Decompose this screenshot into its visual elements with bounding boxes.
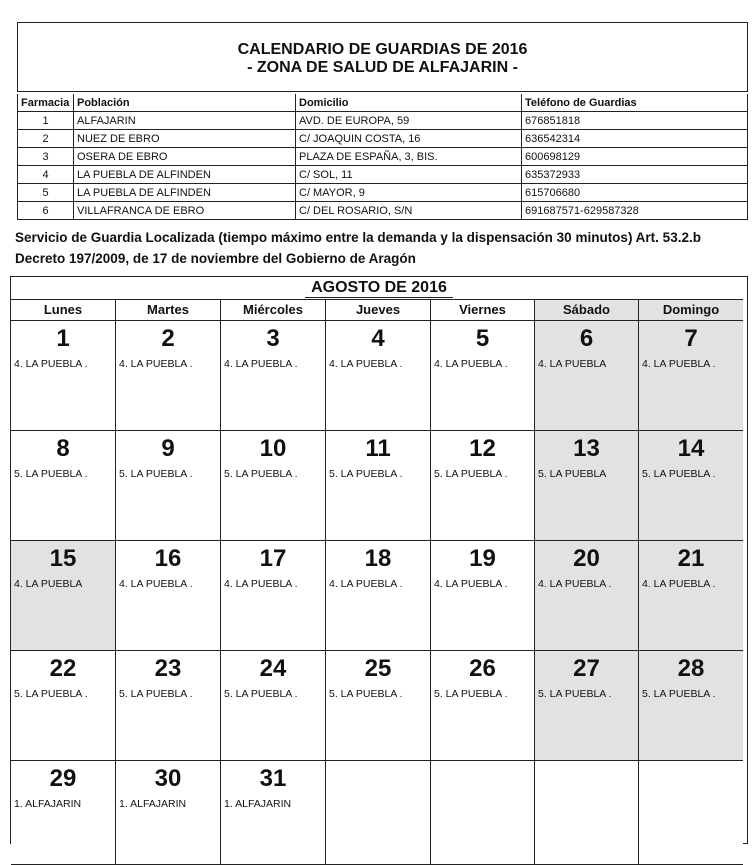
duty-pharmacy: 4. LA PUEBLA .	[329, 578, 403, 590]
duty-pharmacy: 4. LA PUEBLA .	[119, 358, 193, 370]
duty-pharmacy: 5. LA PUEBLA .	[434, 688, 508, 700]
pharmacy-address: C/ DEL ROSARIO, S/N	[296, 202, 522, 220]
duty-pharmacy: 5. LA PUEBLA .	[14, 688, 88, 700]
pharmacy-number: 1	[18, 112, 74, 130]
day-number: 12	[469, 435, 496, 462]
calendar-day-cell	[326, 541, 431, 651]
duty-pharmacy: 5. LA PUEBLA .	[119, 468, 193, 480]
day-number: 21	[677, 545, 705, 572]
calendar-empty-cell	[326, 761, 431, 865]
weekday-header: Sábado	[535, 299, 639, 321]
pharmacy-number: 2	[18, 130, 74, 148]
duty-pharmacy: 5. LA PUEBLA .	[329, 468, 403, 480]
day-number: 22	[49, 655, 77, 682]
duty-pharmacy: 5. LA PUEBLA .	[329, 688, 403, 700]
pharmacy-town: NUEZ DE EBRO	[74, 130, 296, 148]
calendar-empty-cell	[431, 761, 535, 865]
calendar-day-cell	[116, 321, 221, 431]
day-number: 17	[259, 545, 287, 572]
pharmacy-number: 3	[18, 148, 74, 166]
day-number: 14	[677, 435, 705, 462]
day-number: 18	[364, 545, 392, 572]
day-number: 8	[56, 435, 70, 462]
duty-pharmacy: 1. ALFAJARIN	[224, 798, 292, 810]
calendar-grid	[11, 299, 747, 843]
calendar-day-cell	[116, 761, 221, 865]
duty-pharmacy: 4. LA PUEBLA .	[538, 578, 612, 590]
duty-pharmacy: 4. LA PUEBLA .	[224, 578, 298, 590]
weekday-header: Miércoles	[221, 299, 326, 321]
day-number: 27	[573, 655, 600, 682]
weekday-header: Domingo	[639, 299, 743, 321]
duty-pharmacy: 4. LA PUEBLA .	[224, 358, 298, 370]
calendar-day-cell	[116, 541, 221, 651]
duty-pharmacy: 1. ALFAJARIN	[14, 798, 82, 810]
table-row	[18, 130, 748, 148]
pharmacy-number: 4	[18, 166, 74, 184]
pharmacy-phone: 600698129	[522, 148, 748, 166]
pharmacy-address: AVD. DE EUROPA, 59	[296, 112, 522, 130]
pharmacy-address: C/ JOAQUIN COSTA, 16	[296, 130, 522, 148]
calendar-day-cell	[11, 431, 116, 541]
day-number: 2	[161, 325, 175, 352]
day-number: 15	[49, 545, 77, 572]
day-number: 7	[684, 325, 698, 352]
calendar-day-cell	[639, 541, 743, 651]
duty-pharmacy: 4. LA PUEBLA .	[329, 358, 403, 370]
duty-pharmacy: 4. LA PUEBLA	[538, 358, 607, 370]
calendar-day-cell	[11, 651, 116, 761]
decree-note: Decreto 197/2009, de 17 de noviembre del Gobierno de Aragón	[15, 251, 416, 266]
day-number: 4	[371, 325, 385, 352]
page-title: CALENDARIO DE GUARDIAS DE 2016	[237, 41, 528, 58]
table-row	[18, 202, 748, 220]
day-number: 1	[56, 325, 70, 352]
table-row	[18, 166, 748, 184]
duty-pharmacy: 4. LA PUEBLA .	[642, 358, 716, 370]
pharmacy-town: OSERA DE EBRO	[74, 148, 296, 166]
calendar-day-cell	[535, 541, 639, 651]
day-number: 11	[365, 435, 391, 462]
month-label: AGOSTO DE 2016	[305, 279, 453, 298]
day-number: 3	[266, 325, 280, 352]
calendar-day-cell	[11, 321, 116, 431]
page-subtitle: - ZONA DE SALUD DE ALFAJARIN -	[247, 59, 518, 76]
pharmacy-address: C/ SOL, 11	[296, 166, 522, 184]
day-number: 16	[154, 545, 182, 572]
calendar-day-cell	[221, 321, 326, 431]
pharmacy-address: C/ MAYOR, 9	[296, 184, 522, 202]
column-header-telefono: Teléfono de Guardias	[522, 94, 748, 112]
calendar-day-cell	[326, 431, 431, 541]
table-row	[18, 112, 748, 130]
pharmacy-phone: 676851818	[522, 112, 748, 130]
day-number: 20	[573, 545, 600, 572]
duty-pharmacy: 5. LA PUEBLA .	[224, 688, 298, 700]
pharmacy-town: LA PUEBLA DE ALFINDEN	[74, 166, 296, 184]
duty-pharmacy: 4. LA PUEBLA .	[14, 358, 88, 370]
column-header-poblacion: Población	[74, 94, 296, 112]
column-header-domicilio: Domicilio	[296, 94, 522, 112]
duty-pharmacy: 5. LA PUEBLA .	[14, 468, 88, 480]
day-number: 28	[677, 655, 705, 682]
weekday-header: Martes	[116, 299, 221, 321]
calendar-day-cell	[535, 651, 639, 761]
day-number: 26	[469, 655, 496, 682]
header-box	[17, 22, 748, 92]
weekday-header: Lunes	[11, 299, 116, 321]
pharmacy-table	[17, 94, 748, 220]
day-number: 31	[259, 765, 287, 792]
duty-pharmacy: 4. LA PUEBLA	[14, 578, 83, 590]
pharmacy-number: 6	[18, 202, 74, 220]
calendar-day-cell	[535, 431, 639, 541]
duty-pharmacy: 5. LA PUEBLA .	[434, 468, 508, 480]
column-header-farmacia: Farmacia	[18, 94, 74, 112]
calendar	[10, 276, 748, 844]
pharmacy-phone: 636542314	[522, 130, 748, 148]
calendar-day-cell	[221, 541, 326, 651]
calendar-day-cell	[11, 541, 116, 651]
pharmacy-number: 5	[18, 184, 74, 202]
pharmacy-table-header	[18, 94, 748, 112]
pharmacy-phone: 635372933	[522, 166, 748, 184]
calendar-day-cell	[639, 321, 743, 431]
calendar-day-cell	[221, 761, 326, 865]
duty-pharmacy: 4. LA PUEBLA .	[642, 578, 716, 590]
day-number: 13	[573, 435, 600, 462]
pharmacy-address: PLAZA DE ESPAÑA, 3, BIS.	[296, 148, 522, 166]
calendar-day-cell	[431, 321, 535, 431]
duty-pharmacy: 4. LA PUEBLA .	[119, 578, 193, 590]
calendar-day-cell	[116, 651, 221, 761]
calendar-day-cell	[639, 431, 743, 541]
calendar-day-cell	[431, 541, 535, 651]
pharmacy-town: LA PUEBLA DE ALFINDEN	[74, 184, 296, 202]
calendar-day-cell	[221, 431, 326, 541]
table-row	[18, 148, 748, 166]
calendar-empty-cell	[639, 761, 743, 865]
duty-pharmacy: 5. LA PUEBLA .	[224, 468, 298, 480]
calendar-day-cell	[221, 651, 326, 761]
weekday-header: Viernes	[431, 299, 535, 321]
day-number: 29	[49, 765, 77, 792]
duty-pharmacy: 5. LA PUEBLA	[538, 468, 607, 480]
calendar-day-cell	[639, 651, 743, 761]
calendar-day-cell	[535, 321, 639, 431]
pharmacy-town: VILLAFRANCA DE EBRO	[74, 202, 296, 220]
day-number: 25	[364, 655, 392, 682]
day-number: 5	[475, 325, 490, 352]
duty-pharmacy: 4. LA PUEBLA .	[434, 358, 508, 370]
duty-pharmacy: 1. ALFAJARIN	[119, 798, 187, 810]
pharmacy-phone: 691687571-629587328	[522, 202, 748, 220]
calendar-day-cell	[116, 431, 221, 541]
calendar-empty-cell	[535, 761, 639, 865]
month-title	[11, 279, 747, 299]
duty-pharmacy: 5. LA PUEBLA .	[538, 688, 612, 700]
duty-pharmacy: 5. LA PUEBLA .	[119, 688, 193, 700]
day-number: 30	[154, 765, 182, 792]
duty-pharmacy: 4. LA PUEBLA .	[434, 578, 508, 590]
weekday-header: Jueves	[326, 299, 431, 321]
service-note: Servicio de Guardia Localizada (tiempo máximo entre la demanda y la dispensación 30 minutos) Art. 53.2.b	[15, 230, 701, 245]
day-number: 19	[469, 545, 496, 572]
calendar-day-cell	[11, 761, 116, 865]
calendar-day-cell	[326, 651, 431, 761]
day-number: 23	[154, 655, 182, 682]
pharmacy-town: ALFAJARIN	[74, 112, 296, 130]
duty-pharmacy: 5. LA PUEBLA .	[642, 688, 716, 700]
day-number: 10	[259, 435, 287, 462]
day-number: 9	[161, 435, 175, 462]
pharmacy-phone: 615706680	[522, 184, 748, 202]
duty-pharmacy: 5. LA PUEBLA .	[642, 468, 716, 480]
calendar-day-cell	[326, 321, 431, 431]
day-number: 24	[259, 655, 287, 682]
table-row	[18, 184, 748, 202]
calendar-day-cell	[431, 651, 535, 761]
calendar-day-cell	[431, 431, 535, 541]
day-number: 6	[579, 325, 594, 352]
